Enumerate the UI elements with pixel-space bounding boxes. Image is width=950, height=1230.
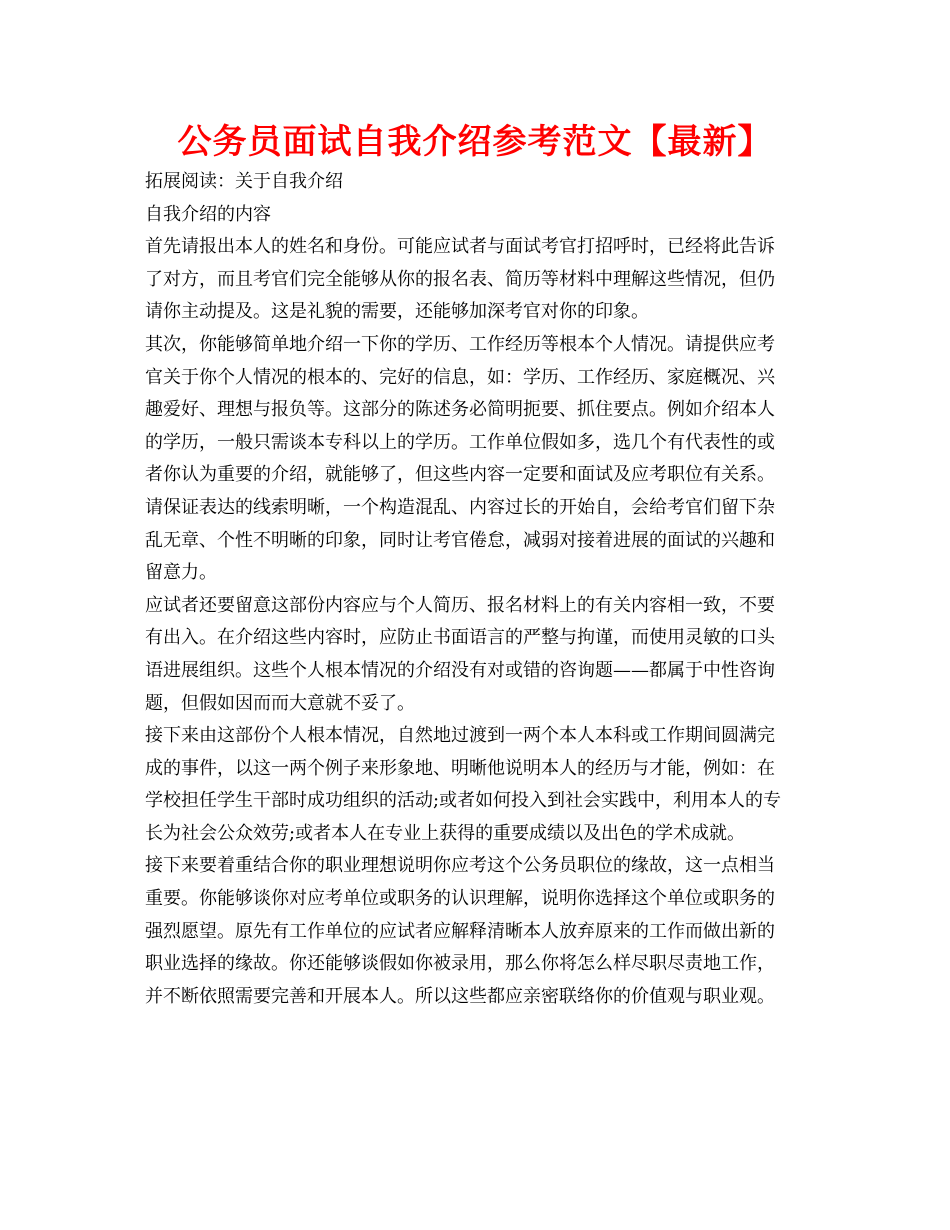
- text-line: 职业选择的缘故。你还能够谈假如你被录用，那么你将怎么样尽职尽责地工作，: [145, 953, 775, 975]
- text-line: 首先请报出本人的姓名和身份。可能应试者与面试考官打招呼时，已经将此告诉: [145, 236, 775, 258]
- text-line: 请保证表达的线索明晰，一个构造混乱、内容过长的开始自，会给考官们留下杂: [145, 496, 775, 518]
- text-line: 长为社会公众效劳;或者本人在专业上获得的重要成绩以及出色的学术成就。: [145, 822, 746, 844]
- text-line: 自我介绍的内容: [145, 203, 271, 225]
- text-line: 并不断依照需要完善和开展本人。所以这些都应亲密联络你的价值观与职业观。: [145, 985, 775, 1007]
- text-line: 语进展组织。这些个人根本情况的介绍没有对或错的咨询题——都属于中性咨询: [145, 659, 775, 681]
- text-line: 有出入。在介绍这些内容时，应防止书面语言的严整与拘谨，而使用灵敏的口头: [145, 627, 775, 649]
- text-line: 趣爱好、理想与报负等。这部分的陈述务必简明扼要、抓住要点。例如介绍本人: [145, 399, 775, 421]
- text-line: 应试者还要留意这部份内容应与个人简历、报名材料上的有关内容相一致，不要: [145, 594, 775, 616]
- text-line: 学校担任学生干部时成功组织的活动;或者如何投入到社会实践中，利用本人的专: [145, 790, 782, 812]
- text-line: 了对方，而且考官们完全能够从你的报名表、简历等材料中理解这些情况，但仍: [145, 268, 775, 290]
- text-line: 题，但假如因而而大意就不妥了。: [145, 692, 415, 714]
- text-line: 乱无章、个性不明晰的印象，同时让考官倦怠，减弱对接着进展的面试的兴趣和: [145, 529, 775, 551]
- text-line: 接下来由这部份个人根本情况，自然地过渡到一两个本人本科或工作期间圆满完: [145, 725, 775, 747]
- text-line: 其次，你能够简单地介绍一下你的学历、工作经历等根本个人情况。请提供应考: [145, 333, 775, 355]
- text-line: 者你认为重要的介绍，就能够了，但这些内容一定要和面试及应考职位有关系。: [145, 464, 775, 486]
- text-line: 强烈愿望。原先有工作单位的应试者应解释清晰本人放弃原来的工作而做出新的: [145, 920, 775, 942]
- text-line: 留意力。: [145, 562, 217, 584]
- text-line: 请你主动提及。这是礼貌的需要，还能够加深考官对你的印象。: [145, 301, 649, 323]
- text-line: 拓展阅读：关于自我介绍: [145, 171, 343, 192]
- text-line: 接下来要着重结合你的职业理想说明你应考这个公务员职位的缘故，这一点相当: [145, 855, 775, 877]
- document-title: 公务员面试自我介绍参考范文【最新】: [177, 122, 773, 162]
- text-line: 成的事件，以这一两个例子来形象地、明晰他说明本人的经历与才能，例如：在: [145, 757, 775, 779]
- text-line: 重要。你能够谈你对应考单位或职务的认识理解，说明你选择这个单位或职务的: [145, 888, 775, 910]
- text-line: 的学历，一般只需谈本专科以上的学历。工作单位假如多，选几个有代表性的或: [145, 431, 775, 453]
- text-line: 官关于你个人情况的根本的、完好的信息，如：学历、工作经历、家庭概况、兴: [145, 366, 775, 388]
- document-body: [145, 166, 815, 1013]
